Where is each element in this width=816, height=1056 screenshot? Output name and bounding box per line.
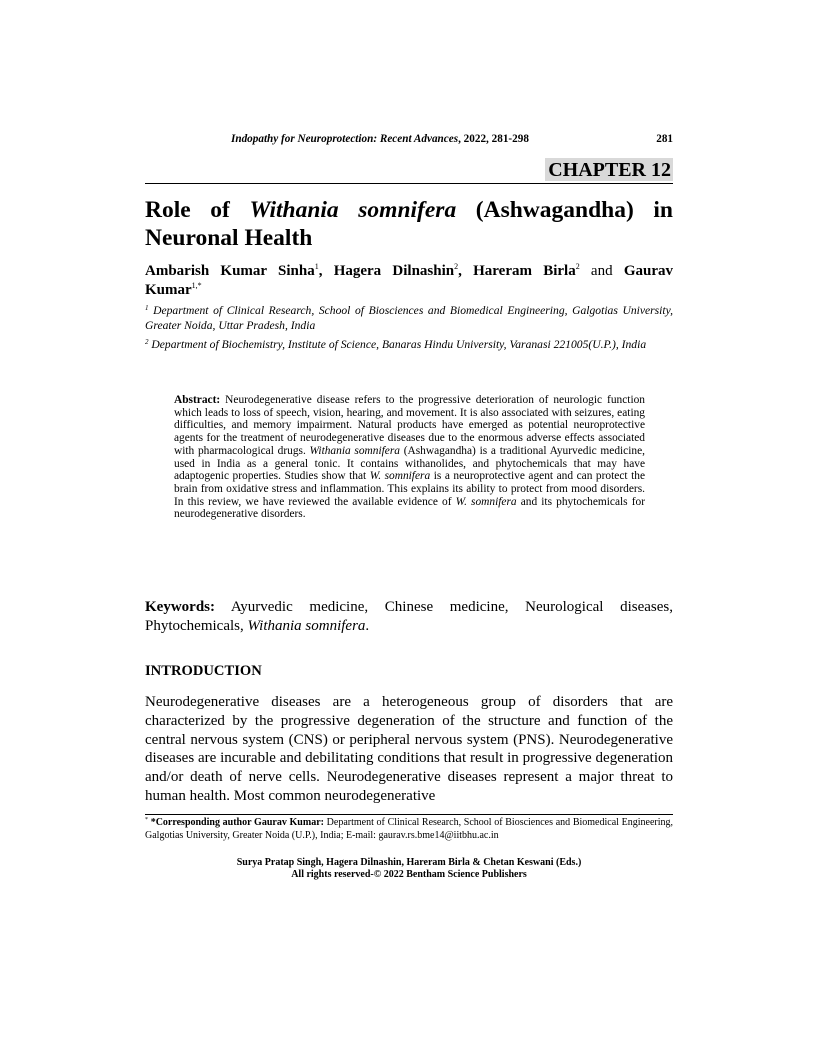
affiliation-text: Department of Biochemistry, Institute of Science, Banaras Hindu University, Varanasi 221005(U.P.), India bbox=[151, 338, 647, 351]
book-year-pages: , 2022, 281-298 bbox=[458, 133, 529, 145]
keywords-label: Keywords: bbox=[145, 599, 215, 615]
affiliation-2 bbox=[145, 338, 673, 353]
abstract bbox=[174, 394, 645, 521]
abstract-text: Neurodegenerative disease refers to the progressive deterioration of neurologic function which leads to loss of speech, vision, hearing, and movement. It is also associated with seizures, eating difficulties, and memory impairment. Natural products have emerged as potential neuroprotective agents for the treatment of neurodegenerative diseases due to the enormous adverse effects associated with pharmacological drugs. bbox=[174, 394, 645, 457]
introduction-paragraph: Neurodegenerative diseases are a heterogeneous group of disorders that are characterized by the progressive degeneration of the structure and function of the central nervous system (CNS) or peripheral nervous system (PNS). Neurodegenerative diseases are incurable and debilitating conditions that result in progressive degeneration and/or death of nerve cells. Neurodegenerative diseases represent a major threat to human health. Most common neurodegenerative bbox=[145, 694, 673, 804]
author-name: Gaurav Kumar bbox=[145, 263, 673, 298]
affiliation-number: 2 bbox=[145, 338, 149, 346]
keywords bbox=[145, 598, 673, 636]
chapter-divider bbox=[145, 183, 673, 184]
footnote-marker: * bbox=[145, 817, 148, 823]
editors-credit: Surya Pratap Singh, Hagera Dilnashin, Hareram Birla & Chetan Keswani (Eds.) bbox=[236, 857, 582, 868]
footnote-text: Department of Clinical Research, School of Biosciences and Biomedical Engineering, Galgotias University, Greater Noida (U.P.), India; E-mail: gaurav.rs.bme14@iitbhu.ac.in bbox=[145, 817, 673, 841]
author-affiliation-mark: 1,* bbox=[191, 281, 202, 290]
author-separator: , bbox=[318, 263, 334, 279]
chapter-title-line-2: Neuronal Health bbox=[145, 225, 313, 251]
book-title: Indopathy for Neuroprotection: Recent Advances bbox=[231, 133, 459, 145]
author-name: Hareram Birla bbox=[473, 263, 576, 279]
affiliation-text: Department of Clinical Research, School of Biosciences and Biomedical Engineering, Galgotias University, Greater Noida, Uttar Pradesh, India bbox=[145, 304, 674, 332]
author-affiliation-mark: 2 bbox=[575, 262, 580, 271]
chapter-title-line-1 bbox=[145, 196, 673, 224]
title-species-name: Withania somnifera bbox=[249, 197, 457, 223]
author-list bbox=[145, 262, 673, 300]
abstract-species-name: Withania somnifera bbox=[309, 444, 400, 457]
running-head bbox=[145, 133, 673, 149]
chapter-label: CHAPTER 12 bbox=[545, 158, 673, 181]
author-affiliation-mark: 2 bbox=[454, 262, 459, 271]
corresponding-author-footnote bbox=[145, 817, 673, 842]
copyright-notice: All rights reserved-© 2022 Bentham Science Publishers bbox=[291, 869, 527, 880]
section-heading-introduction: INTRODUCTION bbox=[145, 663, 262, 679]
title-part: Role of bbox=[145, 197, 250, 223]
author-name: Ambarish Kumar Sinha bbox=[145, 263, 315, 279]
affiliation-number: 1 bbox=[145, 304, 149, 312]
author-affiliation-mark: 1 bbox=[314, 262, 319, 271]
page-number: 281 bbox=[656, 133, 673, 145]
abstract-species-name: W. somnifera bbox=[455, 495, 517, 508]
title-part: (Ashwagandha) in bbox=[456, 197, 673, 223]
author-separator: , bbox=[458, 263, 474, 279]
footnote-divider bbox=[145, 814, 673, 815]
keywords-text: Ayurvedic medicine, Chinese medicine, Neurological diseases, Phytochemicals, bbox=[145, 599, 673, 634]
affiliation-1 bbox=[145, 304, 673, 333]
abstract-species-name: W. somnifera bbox=[369, 470, 431, 483]
author-conjunction: and bbox=[579, 263, 624, 279]
abstract-text: and its phytochemicals for neurodegenerative disorders. bbox=[174, 495, 645, 521]
author-name: Hagera Dilnashin bbox=[333, 263, 455, 279]
footnote-label: *Corresponding author Gaurav Kumar: bbox=[148, 817, 324, 828]
abstract-text: is a neuroprotective agent and can protect the brain from oxidative stress and inflammation. This explains its ability to protect from mood disorders. In this review, we have reviewed the available evidence of bbox=[174, 470, 645, 508]
keywords-end: . bbox=[365, 618, 370, 634]
journal-citation bbox=[231, 133, 529, 145]
keywords-species-name: Withania somnifera bbox=[247, 618, 366, 634]
abstract-label: Abstract: bbox=[174, 394, 221, 406]
abstract-text: (Ashwagandha) is a traditional Ayurvedic medicine, used in India as a general tonic. It contains withanolides, and phytochemicals that may have adaptogenic properties. Studies show that bbox=[174, 444, 646, 483]
